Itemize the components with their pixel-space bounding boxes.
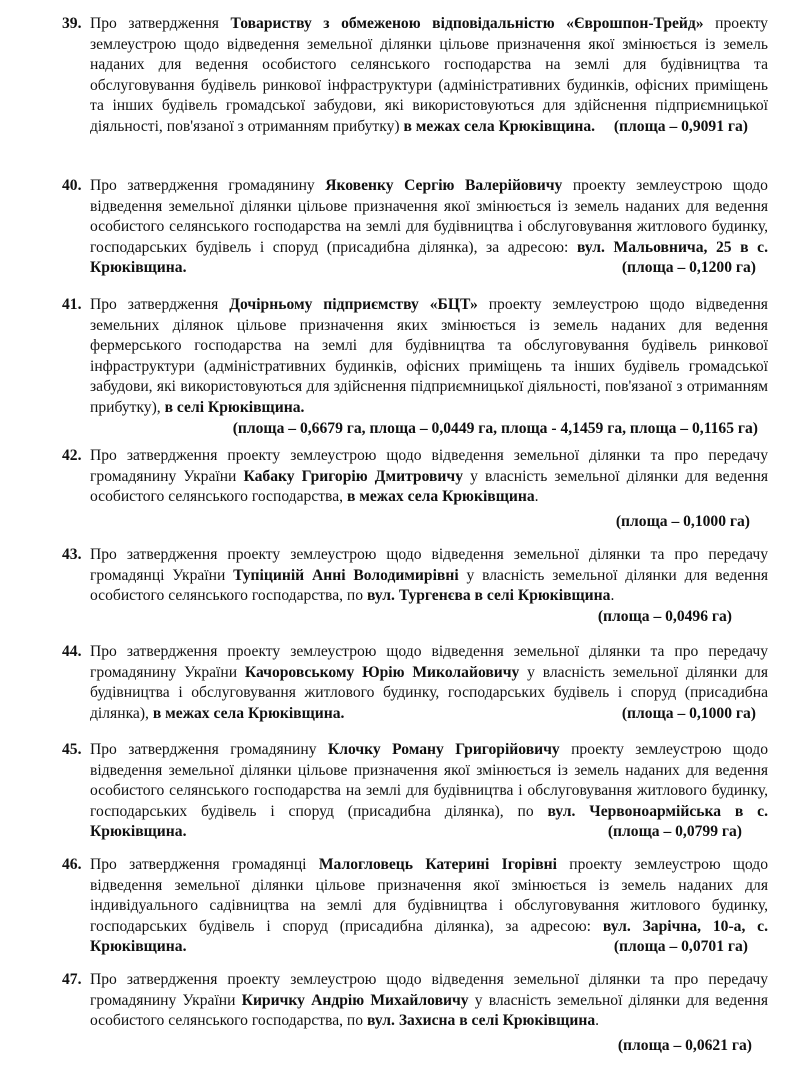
item-area: (площа – 0,1000 га) <box>621 704 756 722</box>
item-number: 40. <box>62 177 82 194</box>
item-text-pre: Про затвердження <box>90 296 230 313</box>
item-number: 41. <box>62 296 82 313</box>
item-text <box>90 446 768 532</box>
item-text-pre: Про затвердження громадянці <box>90 856 319 873</box>
item-entity-name: Яковенку Сергію Валерійовичу <box>325 177 563 194</box>
item-text <box>90 545 768 627</box>
item-entity-name: Кабаку Григорію Дмитровичу <box>243 467 464 485</box>
item-text-main: у власність земельної ділянки для будівництва і обслуговування житлового будинку, господарських будівель і споруд (присадибна ділянка), <box>90 663 768 722</box>
item-area: (площа – 0,1000 га) <box>615 512 750 530</box>
item-number: 45. <box>62 741 82 758</box>
item-location: в межах села Крюківщина. <box>403 117 596 135</box>
item-text-pre: Про затвердження громадянину <box>90 741 328 758</box>
item-text-main: проекту землеустрою щодо відведення земельної ділянки цільове призначення якої змінюється із земель наданих для ведення особистого селянського господарства на землі для будівництва і обслуговування житлового будинку, господарських будівель і споруд (присадибна ділянка), по <box>90 741 769 820</box>
item-text-main: у власність земельної ділянки для ведення особистого селянського господарства, <box>90 467 768 506</box>
item-text-main: проекту землеустрою щодо відведення земельної ділянки цільове призначення якої змінюється із земель наданих для ведення особистого селянського господарства на землі для будівництва та обслуговування будівель ринкової інфраструктури (адміністративних будинків, офісних приміщень та інших будівель громадської забудови, які використовуються для здійснення підприємницької діяльності, пов'язаної з отриманням прибутку) <box>90 15 768 135</box>
item-location: вул. Зарічна, 10-а, с. Крюківщина. <box>90 917 769 956</box>
item-number: 44. <box>62 643 82 660</box>
item-text-tail: . <box>534 488 539 506</box>
item-text-pre: Про затвердження проекту землеустрою щодо відведення земельної ділянки та про передачу громадянину України <box>90 447 768 485</box>
item-text-main: у власність земельної ділянки для ведення особистого селянського господарства, по <box>90 991 769 1030</box>
item-area: (площа – 0,1200 га) <box>621 259 756 277</box>
item-text <box>90 14 768 138</box>
item-location: вул. Тургенєва в селі Крюківщина <box>366 587 611 605</box>
item-location: вул. Мальовнича, 25 в с. Крюківщина. <box>90 238 768 277</box>
item-entity-name: Клочку Роману Григорійовичу <box>327 741 560 758</box>
item-number: 46. <box>62 856 82 873</box>
item-area: (площа – 0,6679 га, площа – 0,0449 га, площа - 4,1459 га, площа – 0,1165 га) <box>232 419 758 437</box>
item-text-tail: . <box>595 1012 600 1030</box>
item-text-pre: Про затвердження проекту землеустрою щодо відведення земельної ділянки та про передачу громадянці України <box>90 546 768 584</box>
item-area: (площа – 0,9091 га) <box>613 117 748 135</box>
item-text-main: проекту землеустрою щодо відведення земельної ділянки цільове призначення якої змінюється із земель наданих для індивідуального садівництва на землі для будівництва і обслуговування житлового будинку, господарських будівель і споруд (присадибна ділянка), за адресою: <box>90 856 768 935</box>
item-entity-name: Тупіциній Анні Володимирівні <box>233 566 459 584</box>
item-location: в селі Крюківщина. <box>164 398 305 416</box>
item-number: 47. <box>62 971 82 988</box>
item-entity-name: Малогловець Катерині Ігорівні <box>318 856 557 873</box>
item-text-main: у власність земельної ділянки для ведення особистого селянського господарства, по <box>90 566 769 605</box>
item-text-main: проекту землеустрою щодо відведення земельної ділянки цільове призначення якої змінюється із земель наданих для ведення особистого селянського господарства на землі для будівництва і обслуговування житлового будинку, господарських будівель і споруд (присадибна ділянка), за адресою: <box>90 177 768 256</box>
item-text <box>90 295 768 439</box>
item-entity-name: Качоровському Юрію Миколайовичу <box>244 663 520 681</box>
item-area: (площа – 0,0701 га) <box>613 938 748 956</box>
item-area: (площа – 0,0799 га) <box>607 823 742 841</box>
item-text-main: проекту землеустрою щодо відведення земельних ділянок цільове призначення яких змінюється із земель наданих для ведення фермерського господарства на землі для будівництва та обслуговування будівель ринкової інфраструктури (адміністративних будинків, офісних приміщень та інших будівель громадської забудови, які використовуються для здійснення підприємницької діяльності, пов'язаної з отриманням прибутку), <box>90 296 768 416</box>
item-text <box>90 740 768 843</box>
item-location: вул. Захисна в селі Крюківщина <box>366 1012 596 1030</box>
item-entity-name: Киричку Андрію Михайловичу <box>241 991 469 1009</box>
item-text-pre: Про затвердження громадянину <box>90 177 326 194</box>
item-entity-name: Дочірньому підприємству «БЦТ» <box>229 296 478 313</box>
item-text-pre: Про затвердження проекту землеустрою щодо відведення земельної ділянки та про передачу громадянину України <box>90 643 768 681</box>
item-number: 43. <box>62 546 82 563</box>
item-number: 39. <box>62 15 82 32</box>
item-area: (площа – 0,0496 га) <box>597 607 732 625</box>
item-text <box>90 970 768 1056</box>
item-text-pre: Про затвердження проекту землеустрою щодо відведення земельної ділянки та про передачу громадянину України <box>90 971 768 1009</box>
item-number: 42. <box>62 447 82 464</box>
item-text <box>90 176 768 279</box>
item-location: вул. Червоноармійська в с. Крюківщина. <box>90 802 768 841</box>
item-text <box>90 642 768 724</box>
item-text <box>90 855 768 958</box>
item-entity-name: Товариству з обмеженою відповідальністю «Єврошпон-Трейд» <box>230 15 704 32</box>
item-text-pre: Про затвердження <box>90 15 231 32</box>
item-location: в межах села Крюківщина <box>346 488 535 506</box>
item-location: в межах села Крюківщина. <box>152 704 345 722</box>
item-text-tail: . <box>610 587 615 605</box>
item-area: (площа – 0,0621 га) <box>617 1036 752 1054</box>
